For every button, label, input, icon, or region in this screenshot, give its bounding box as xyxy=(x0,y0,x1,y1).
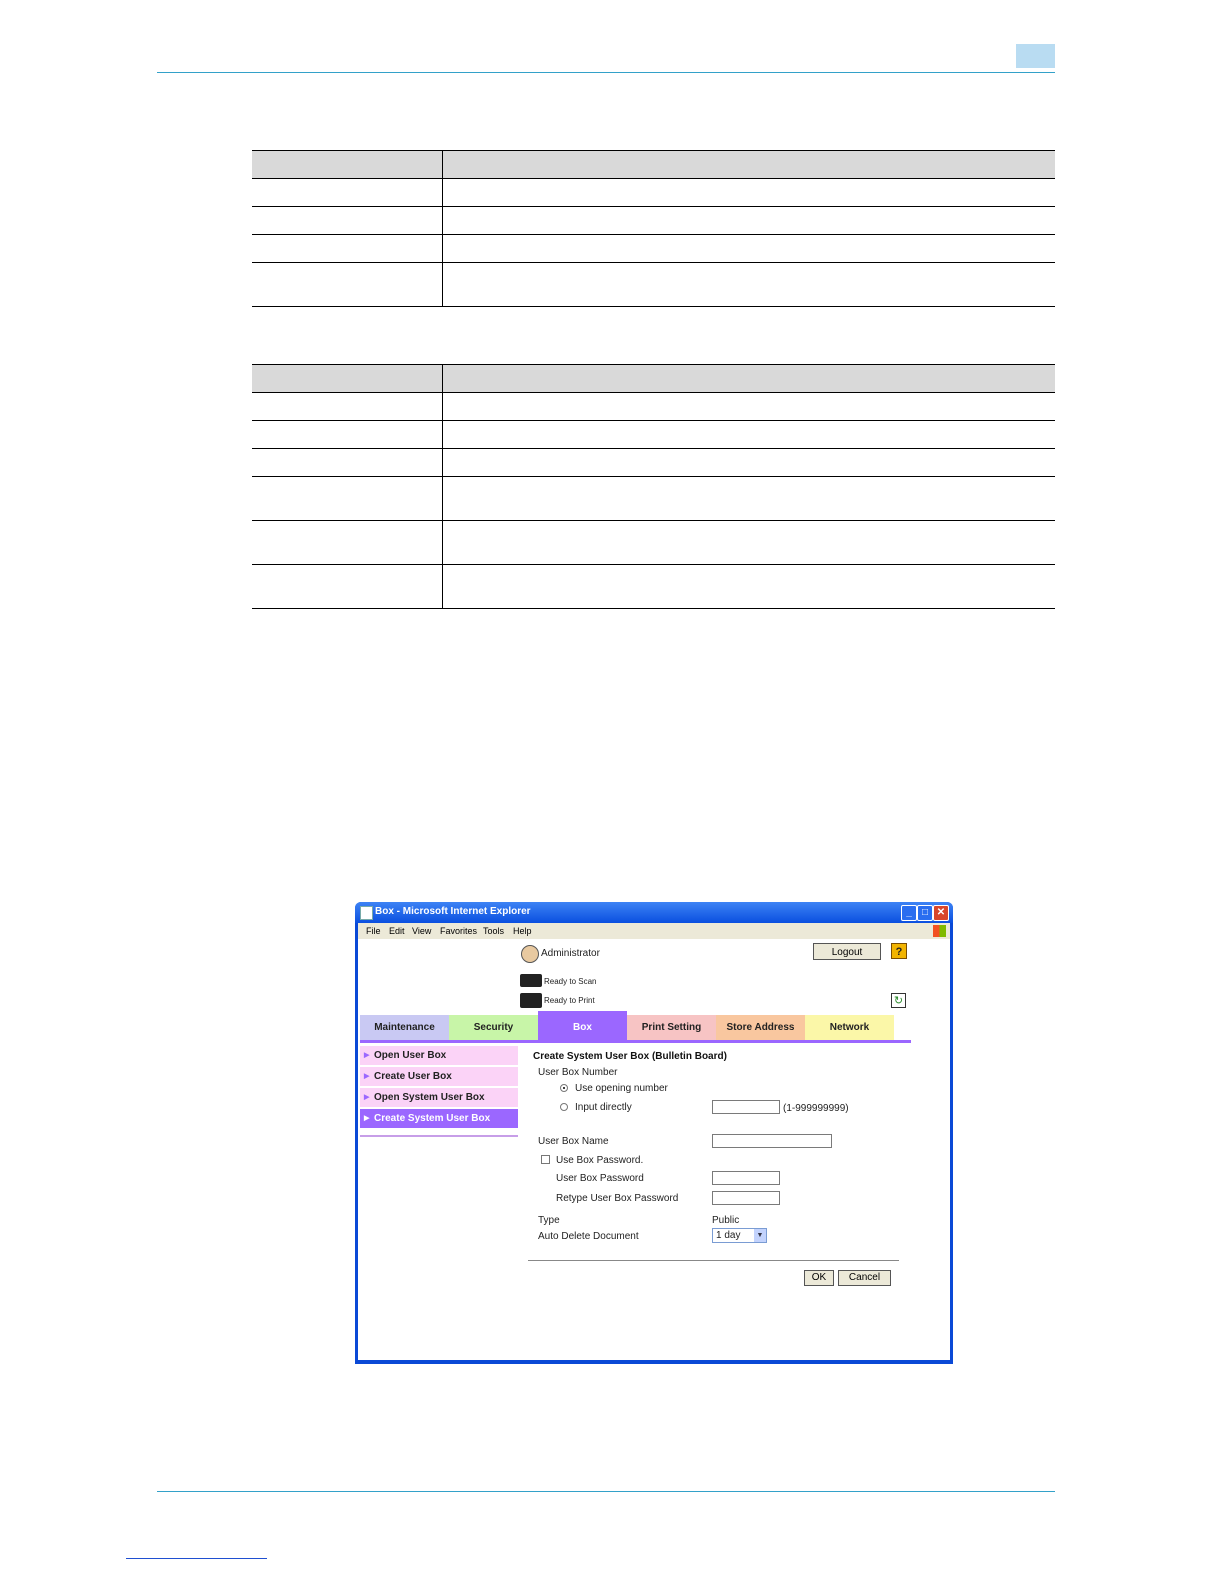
menu-help[interactable]: Help xyxy=(513,926,532,936)
footer-rule xyxy=(157,1491,1055,1492)
menu-tools[interactable]: Tools xyxy=(483,926,505,936)
tab-print-setting[interactable]: Print Setting xyxy=(627,1015,716,1040)
footer-link-underline xyxy=(126,1558,267,1559)
use-password-label: Use Box Password. xyxy=(556,1155,644,1166)
auto-delete-value: 1 day xyxy=(716,1230,741,1241)
retype-password-input[interactable] xyxy=(712,1191,780,1205)
table-row xyxy=(252,179,1055,207)
minimize-icon[interactable]: _ xyxy=(901,905,917,921)
printer-icon xyxy=(520,993,542,1008)
browser-content xyxy=(358,939,950,1360)
sidebar-item-create-system-user-box[interactable] xyxy=(360,1109,518,1128)
menu-edit[interactable]: Edit xyxy=(389,926,405,936)
ie-page-icon xyxy=(360,906,373,920)
auto-delete-select[interactable] xyxy=(712,1228,767,1243)
table-row xyxy=(252,477,1055,521)
form-title: Create System User Box (Bulletin Board) xyxy=(533,1051,727,1062)
logout-button[interactable]: Logout xyxy=(813,943,881,960)
table-row xyxy=(252,421,1055,449)
box-name-label: User Box Name xyxy=(538,1136,609,1147)
retype-password-label: Retype User Box Password xyxy=(556,1193,679,1204)
sidebar-item-label: Create User Box xyxy=(374,1071,452,1082)
sidebar-divider xyxy=(360,1135,518,1137)
maximize-icon[interactable]: □ xyxy=(917,905,933,921)
sidebar-item-create-user-box[interactable] xyxy=(360,1067,518,1086)
tab-security[interactable]: Security xyxy=(449,1015,538,1040)
table-row xyxy=(252,393,1055,421)
refresh-icon[interactable]: ↻ xyxy=(891,993,906,1008)
close-icon[interactable]: ✕ xyxy=(933,905,949,921)
auto-delete-label: Auto Delete Document xyxy=(538,1231,639,1242)
chevron-down-icon: ▼ xyxy=(754,1229,766,1242)
window-title: Box - Microsoft Internet Explorer xyxy=(375,906,531,917)
chapter-tab-marker xyxy=(1016,44,1055,68)
type-label: Type xyxy=(538,1215,560,1226)
box-number-label: User Box Number xyxy=(538,1067,618,1078)
box-name-input[interactable] xyxy=(712,1134,832,1148)
menu-bar xyxy=(358,923,950,939)
cancel-button[interactable]: Cancel xyxy=(838,1270,891,1286)
tab-box[interactable]: Box xyxy=(538,1011,627,1040)
radio-use-opening-number[interactable] xyxy=(560,1084,568,1092)
title-bar xyxy=(355,902,953,923)
tab-underline xyxy=(360,1040,911,1043)
tab-store-address[interactable]: Store Address xyxy=(716,1015,805,1040)
table-row xyxy=(252,235,1055,263)
settings-table-2 xyxy=(252,364,1055,609)
menu-favorites[interactable]: Favorites xyxy=(440,926,478,936)
type-value: Public xyxy=(712,1215,740,1226)
scan-status: Ready to Scan xyxy=(544,977,597,986)
tab-network[interactable]: Network xyxy=(805,1015,894,1040)
user-name: Administrator xyxy=(541,948,600,959)
menu-file[interactable]: File xyxy=(366,926,381,936)
help-icon[interactable]: ? xyxy=(891,943,907,959)
table-row xyxy=(252,449,1055,477)
arrow-right-icon: ▶ xyxy=(364,1094,370,1101)
table-row xyxy=(252,263,1055,307)
form-divider xyxy=(528,1260,899,1261)
use-password-checkbox[interactable] xyxy=(541,1155,550,1164)
radio-label-direct: Input directly xyxy=(575,1102,632,1113)
table-row xyxy=(252,521,1055,565)
sidebar-item-label: Open User Box xyxy=(374,1050,447,1061)
table-header-row xyxy=(252,151,1055,179)
table-row xyxy=(252,207,1055,235)
radio-input-directly[interactable] xyxy=(560,1103,568,1111)
settings-table-1 xyxy=(252,150,1055,307)
sidebar-item-open-user-box[interactable] xyxy=(360,1046,518,1065)
sidebar-item-label: Create System User Box xyxy=(374,1113,491,1124)
windows-logo-icon xyxy=(933,925,946,937)
radio-label-opening: Use opening number xyxy=(575,1083,668,1094)
password-input[interactable] xyxy=(712,1171,780,1185)
ok-button[interactable]: OK xyxy=(804,1270,834,1286)
user-icon xyxy=(521,945,539,963)
password-label: User Box Password xyxy=(556,1173,644,1184)
browser-window xyxy=(355,902,953,1364)
box-number-input[interactable] xyxy=(712,1100,780,1114)
menu-view[interactable]: View xyxy=(412,926,432,936)
box-number-range: (1-999999999) xyxy=(783,1103,849,1114)
header-rule xyxy=(157,72,1055,73)
table-header-row xyxy=(252,365,1055,393)
table-row xyxy=(252,565,1055,609)
arrow-right-icon: ▶ xyxy=(364,1073,370,1080)
arrow-right-icon: ▶ xyxy=(364,1115,370,1122)
print-status: Ready to Print xyxy=(544,996,595,1005)
arrow-right-icon: ▶ xyxy=(364,1052,370,1059)
scanner-icon xyxy=(520,974,542,987)
sidebar-item-label: Open System User Box xyxy=(374,1092,485,1103)
tab-maintenance[interactable]: Maintenance xyxy=(360,1015,449,1040)
sidebar-item-open-system-user-box[interactable] xyxy=(360,1088,518,1107)
